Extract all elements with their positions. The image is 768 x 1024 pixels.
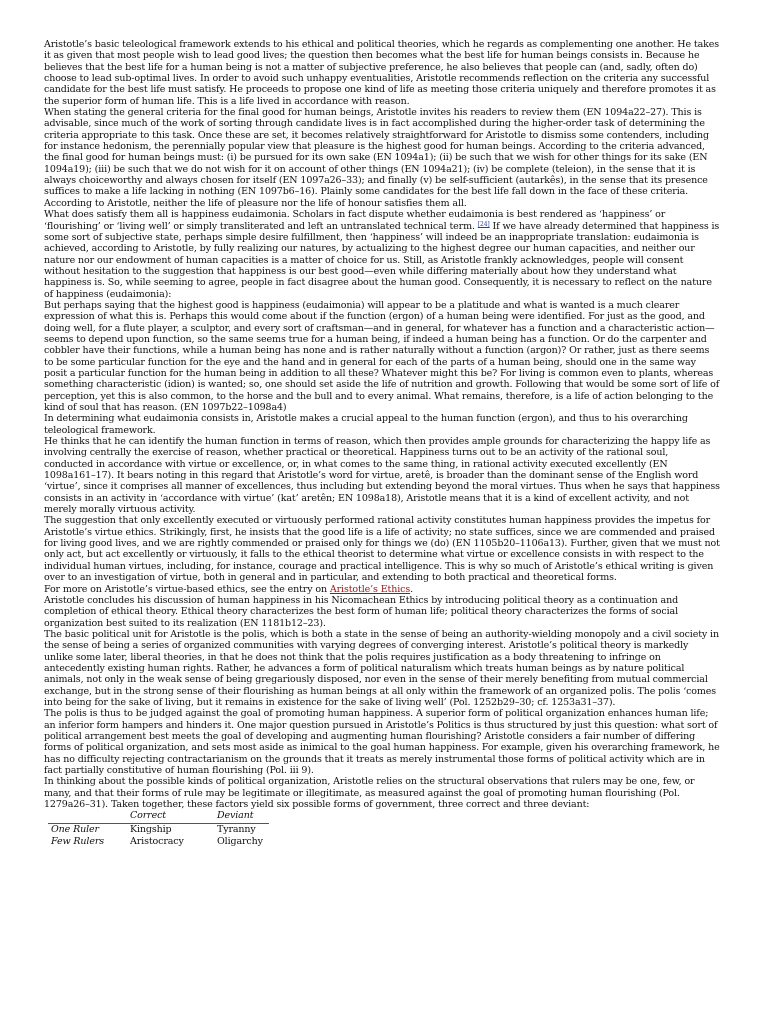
table-cell: Aristocracy: [130, 836, 184, 848]
forms-of-government-table: [48, 810, 269, 849]
table-cell: Tyranny: [217, 823, 256, 835]
footnote-reference: [478, 221, 490, 228]
table-cell: Kingship: [130, 823, 172, 835]
paragraph-eudaimonia-cont: If we have already determined that happiness is some sort of subjective state, perhaps simple desire fulfillment, then ‘happiness’ will indeed be an inappropriate translation: eudaimonia is achieved, according to Aristotle, by fully realizing our natures, by actualizing to the highest degree our human capacities, and neither our nature nor our endowment of human capacities is a matter of choice for us. Still, as Aristotle frankly acknowledges, people will consent without hesitation to the suggestion that happiness is our best good—even while differing materially about how they understand what happiness is. So, while seeming to agree, people in fact disagree about the human good. Consequently, it is necessary to reflect on the nature of happiness (eudaimonia):: [44, 220, 720, 300]
table-row: [48, 823, 269, 836]
paragraph-eudaimonia-text: What does satisfy them all is happiness eudaimonia. Scholars in fact dispute whether eudaimonia is best rendered as ‘happiness’ or ‘flourishing’ or ‘living well’ or simply transliterated and left an untranslated technical term.: [44, 209, 666, 232]
paragraph-criteria: When stating the general criteria for the final good for human beings, Aristotle invites his readers to review them (EN 1094a22–27). This is advisable, since much of the work of sorting through candidate lives is in fact accomplished during the higher-order task of determining the criteria appropriate to this task. Once these are set, it becomes relatively straightforward for Aristotle to dismiss some contenders, including for instance hedonism, the perennially popular view that pleasure is the highest good for human beings. According to the criteria advanced, the final good for human beings must: (i) be pursued for its own sake (EN 1094a1); (ii) be such that we wish for other things for its sake (EN 1094a19); (iii) be such that we do not wish for it on account of other things (EN 1094a21); (iv) be complete (teleion), in the sense that it is always choiceworthy and always chosen for itself (EN 1097a26–33); and finally (v) be self-sufficient (autarkês), in the sense that its presence suffices to make a life lacking in nothing (EN 1097b6–16). Plainly some candidates for the best life fall down in the face of these criteria. According to Aristotle, neither the life of pleasure nor the life of honour satisfies them all.: [44, 107, 709, 209]
row-label: One Ruler: [51, 823, 99, 835]
paragraph-reason: He thinks that he can identify the human function in terms of reason, which then provides ample grounds for characterizing the happy life as involving centrally the exercise of reason, whether practical or theoretical. Happiness turns out to be an activity of the rational soul, conducted in accordance with virtue or excellence, or, in what comes to the same thing, in rational activity executed excellently (EN 1098a161–17). It bears noting in this regard that Aristotle’s word for virtue, aretê, is broader than the dominant sense of the English word ‘virtue’, since it comprises all manner of excellences, thus including but extending beyond the moral virtues. Thus when he says that happiness consists in an activity in ‘accordance with virtue’ (kat’ aretên; EN 1098a18), Aristotle means that it is a kind of excellent activity, and not merely morally virtuous activity.: [44, 436, 720, 516]
table-row: [48, 836, 269, 849]
paragraph-polis: The basic political unit for Aristotle is the polis, which is both a state in the sense of being an authority-wielding monopoly and a civil society in the sense of being a series of organized communities with varying degrees of converging interest. Aristotle’s political theory is markedly unlike some later, liberal theories, in that he does not think that the polis requires justification as a body threatening to infringe on antecedently existing human rights. Rather, he advances a form of political naturalism which treats human beings as by nature political animals, not only in the weak sense of being gregariously disposed, nor even in the sense of their merely benefiting from mutual commercial exchange, but in the strong sense of their flourishing as human beings at all only within the framework of an organized polis. The polis ‘comes into being for the sake of living, but it remains in existence for the sake of living well’ (Pol. 1252b29–30; cf. 1253a31–37).: [44, 628, 719, 708]
row-label: Few Rulers: [51, 836, 104, 848]
aristotles-ethics-link[interactable]: Aristotle’s Ethics: [329, 583, 411, 595]
table-cell: Oligarchy: [217, 836, 263, 848]
paragraph-see-entry: For more on Aristotle’s virtue-based ethics, see the entry on Aristotle’s Ethics.: [44, 583, 413, 595]
paragraph-eudaimonia: [44, 209, 720, 300]
paragraph-virtue-ethics: The suggestion that only excellently executed or virtuously performed rational activity constitutes human happiness provides the impetus for Aristotle’s virtue ethics. Strikingly, first, he insists that the good life is a life of activity; no state suffices, since we are commended and praised for living good lives, and we are rightly commended or praised only for things we (do) (EN 1105b20–1106a13). Further, given that we must not only act, but act excellently or virtuously, it falls to the ethical theorist to determine what virtue or excellence consists in with respect to the individual human virtues, including, for instance, courage and practical intelligence. This is why so much of Aristotle’s ethical writing is given over to an investigation of virtue, both in general and in particular, and extending to both practical and theoretical forms.: [44, 515, 720, 584]
paragraph-polis-judged: The polis is thus to be judged against the goal of promoting human happiness. A superior form of political organization enhances human life; an inferior form hampers and hinders it. One major question pursued in Aristotle’s Politics is thus structured by just this question: what sort of political arrangement best meets the goal of developing and augmenting human flourishing? Aristotle considers a fair number of differing forms of political organization, and sets most aside as inimical to the goal human happiness. For example, given his overarching framework, he has no difficulty rejecting contractarianism on the grounds that it treats as merely instrumental those forms of political activity which are in fact partially constitutive of human flourishing (Pol. iii 9).: [44, 708, 720, 776]
table-header-deviant: Deviant: [217, 810, 254, 822]
table-header-row: [48, 810, 269, 823]
paragraph-forms-of-rule: In thinking about the possible kinds of political organization, Aristotle relies on the structural observations that rulers may be one, few, or many, and that their forms of rule may be legitimate or illegitimate, as measured against the goal of promoting human flourishing (Pol. 1279a26–31). Taken together, these factors yield six possible forms of government, three correct and three deviant:: [44, 776, 695, 811]
paragraph-teleology: Aristotle’s basic teleological framework extends to his ethical and political theories, which he regards as complementing one another. He takes it as given that most people wish to lead good lives; the question then becomes what the best life for human beings consists in. Because he believes that the best life for a human being is not a matter of subjective preference, he also believes that people can (and, sadly, often do) choose to lead sub-optimal lives. In order to avoid such unhappy eventualities, Aristotle recommends reflection on the criteria any successful candidate for the best life must satisfy. He proceeds to propose one kind of life as meeting those criteria uniquely and therefore promotes it as the superior form of human life. This is a life lived in accordance with reason.: [44, 39, 720, 107]
table-header-correct: Correct: [130, 810, 166, 822]
article-body: [44, 39, 720, 849]
paragraph-function-quote: But perhaps saying that the highest good is happiness (eudaimonia) will appear to be a platitude and what is wanted is a much clearer expression of what this is. Perhaps this would come about if the function (ergon) of a human being were identified. For just as the good, and doing well, for a flute player, a sculptor, and every sort of craftsman—and in general, for whatever has a function and a characteristic action—seems to depend upon function, so the same seems true for a human being, if indeed a human being has a function. Or do the carpenter and cobbler have their functions, while a human being has none and is rather naturally without a function (argon)? Or rather, just as there seems to be some particular function for the eye and the hand and in general for each of the parts of a human being, should one in the same way posit a particular function for the human being in addition to all these? Whatever might this be? For living is common even to plants, whereas something characteristic (idion) is wanted; so, one should set aside the life of nutrition and growth. Following that would be some sort of life of perception, yet this is also common, to the horse and the bull and to every animal. What remains, therefore, is a life of action belonging to the kind of soul that has reason. (EN 1097b22–1098a4): [44, 299, 720, 413]
footnote-24-link[interactable]: [24]: [477, 220, 490, 228]
see-entry-text: For more on Aristotle’s virtue-based ethics, see the entry on: [44, 583, 327, 595]
table-header-empty: [48, 810, 127, 823]
paragraph-ergon: In determining what eudaimonia consists in, Aristotle makes a crucial appeal to the human function (ergon), and thus to his overarching teleological framework.: [44, 413, 688, 436]
paragraph-nicomachean: Aristotle concludes his discussion of human happiness in his Nicomachean Ethics by introducing political theory as a continuation and completion of ethical theory. Ethical theory characterizes the best form of human life; political theory characterizes the forms of social organization best suited to its realization (EN 1181b12–23).: [44, 594, 679, 629]
